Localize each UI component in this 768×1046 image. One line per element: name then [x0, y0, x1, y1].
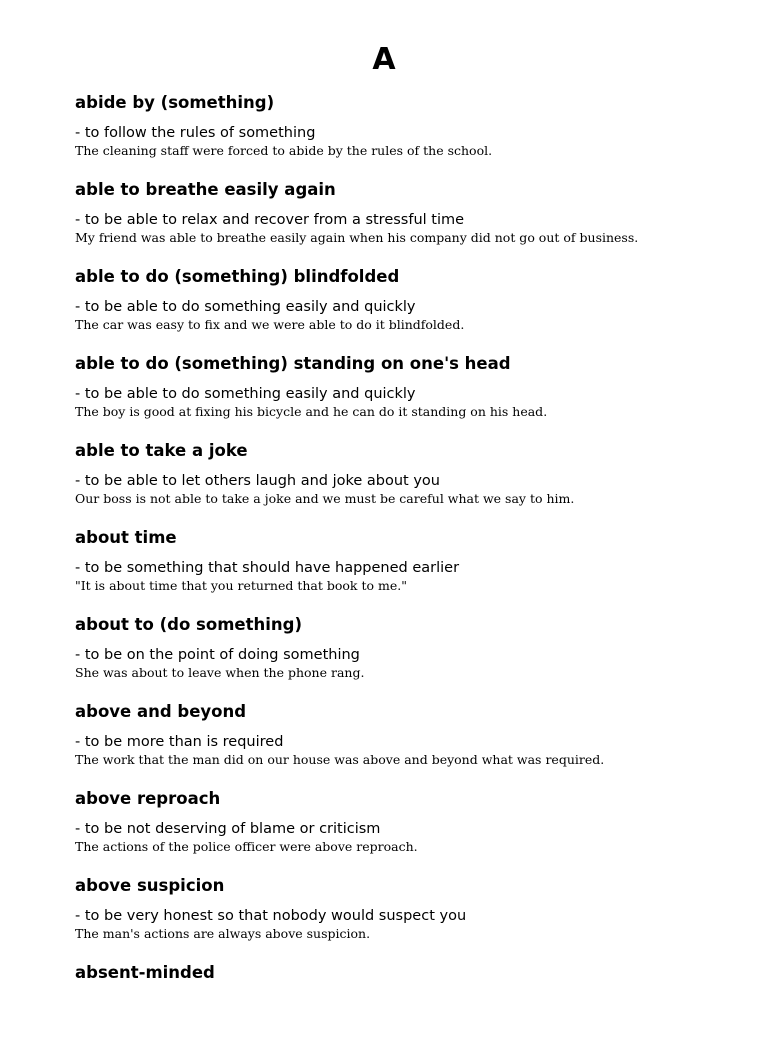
idiom-term: about time — [75, 528, 177, 547]
idiom-example: The actions of the police officer were above reproach. — [75, 839, 418, 854]
idiom-entry — [75, 698, 755, 785]
idiom-entry — [75, 176, 755, 263]
idiom-example: The work that the man did on our house was above and beyond what was required. — [75, 752, 605, 767]
idiom-example: The man's actions are always above suspicion. — [75, 926, 371, 941]
idiom-entry — [75, 263, 755, 350]
idiom-term: about to (do something) — [75, 615, 302, 634]
idiom-definition: - to be able to let others laugh and joke about you — [75, 473, 440, 489]
letter-heading: A — [372, 42, 396, 77]
idiom-term: able to do (something) blindfolded — [75, 267, 400, 286]
idiom-term: abide by (something) — [75, 93, 275, 112]
idiom-example: Our boss is not able to take a joke and we must be careful what we say to him. — [75, 491, 575, 506]
idiom-entry — [75, 350, 755, 437]
idiom-example: The boy is good at fixing his bicycle and he can do it standing on his head. — [75, 404, 548, 419]
idiom-definition: - to be on the point of doing something — [75, 647, 360, 663]
idiom-definition: - to be something that should have happened earlier — [75, 560, 460, 576]
idiom-definition: - to be able to relax and recover from a stressful time — [75, 212, 465, 228]
idiom-definition: - to be not deserving of blame or criticism — [75, 821, 381, 837]
idiom-example: She was about to leave when the phone rang. — [75, 665, 365, 680]
idiom-term: above and beyond — [75, 702, 247, 721]
idiom-definition: - to be more than is required — [75, 734, 284, 750]
idiom-example: The cleaning staff were forced to abide by the rules of the school. — [75, 143, 493, 158]
idiom-definition: - to follow the rules of something — [75, 125, 316, 141]
idiom-entry — [75, 959, 755, 1046]
idiom-definition: - to be very honest so that nobody would suspect you — [75, 908, 467, 924]
idiom-example: My friend was able to breathe easily again when his company did not go out of business. — [75, 230, 639, 245]
idiom-entry — [75, 611, 755, 698]
idiom-definition: - to be able to do something easily and quickly — [75, 386, 416, 402]
idiom-term: able to take a joke — [75, 441, 248, 460]
idiom-list — [75, 89, 755, 1046]
idiom-entry — [75, 524, 755, 611]
idiom-definition: - to be able to do something easily and quickly — [75, 299, 416, 315]
idiom-entry — [75, 872, 755, 959]
idiom-term: above suspicion — [75, 876, 225, 895]
idiom-example: "It is about time that you returned that book to me." — [75, 578, 407, 593]
idiom-entry — [75, 89, 755, 176]
idiom-term: absent-minded — [75, 963, 215, 982]
idiom-example: The car was easy to fix and we were able to do it blindfolded. — [75, 317, 465, 332]
idiom-entry — [75, 437, 755, 524]
idiom-term: able to do (something) standing on one's head — [75, 354, 511, 373]
idiom-term: able to breathe easily again — [75, 180, 336, 199]
idiom-term: above reproach — [75, 789, 221, 808]
idiom-entry — [75, 785, 755, 872]
